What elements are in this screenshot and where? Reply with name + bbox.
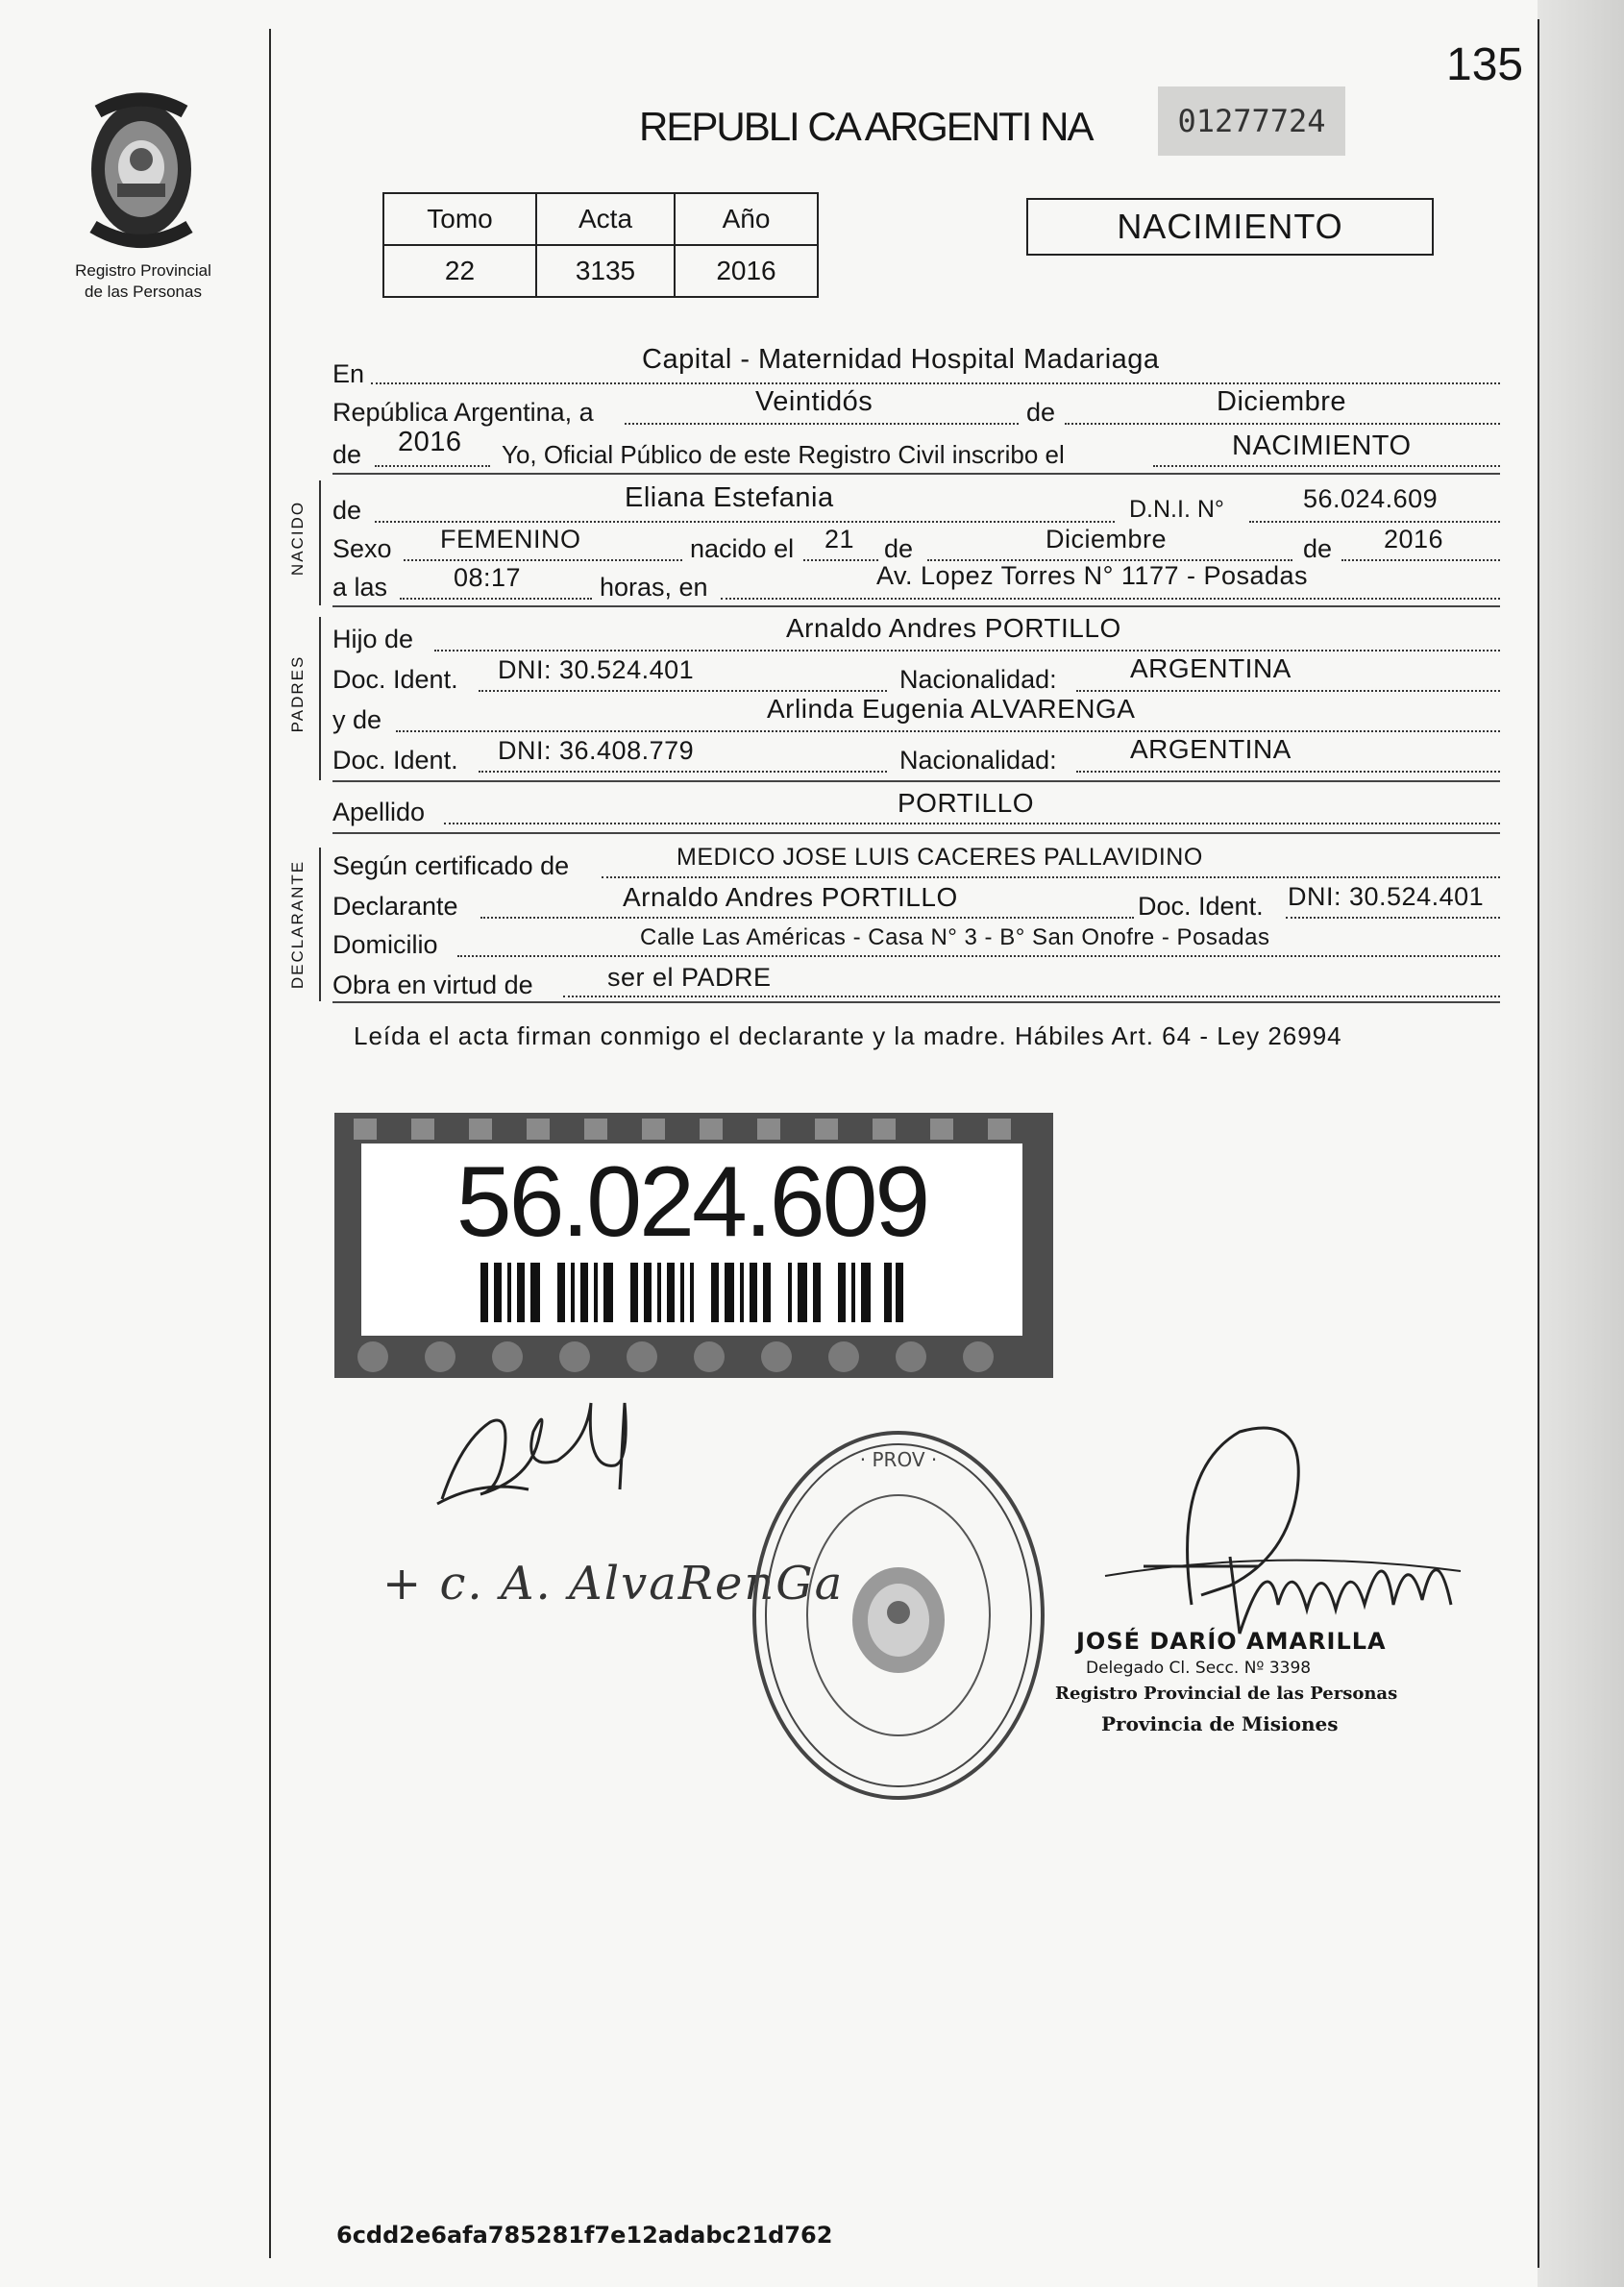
acta-table-header: Tomo xyxy=(383,193,536,245)
a-las-label: a las xyxy=(332,573,388,602)
section-bar xyxy=(319,848,321,1001)
de-label: de xyxy=(332,496,362,525)
doc-ident-label: Doc. Ident. xyxy=(332,746,458,775)
serial-number: 01277724 xyxy=(1158,86,1345,156)
section-bar xyxy=(319,480,321,605)
birth-time-value: 08:17 xyxy=(454,563,522,592)
dotted-line xyxy=(375,521,1115,523)
dni-barcode-sticker xyxy=(334,1113,1053,1378)
nacionalidad-label: Nacionalidad: xyxy=(899,746,1057,775)
section-bar xyxy=(319,617,321,780)
dotted-line xyxy=(563,996,1500,997)
dotted-line xyxy=(602,876,1500,878)
apellido-value: PORTILLO xyxy=(898,788,1034,818)
barcode-bars xyxy=(480,1263,903,1322)
father-name-value: Arnaldo Andres PORTILLO xyxy=(786,613,1121,643)
right-margin-line xyxy=(1538,19,1539,2268)
sexo-value: FEMENINO xyxy=(440,525,581,553)
month-text-value: Diciembre xyxy=(1217,386,1347,417)
mother-signature: + c. A. AlvaRenGa xyxy=(382,1557,845,1611)
de-label: de xyxy=(884,534,914,563)
year-value: 2016 xyxy=(398,427,462,457)
dotted-line xyxy=(400,598,592,600)
padres-section-tag: PADRES xyxy=(288,654,307,733)
en-label: En xyxy=(332,359,365,388)
dotted-line xyxy=(434,650,1500,652)
dotted-line xyxy=(1076,690,1500,692)
dni-label: D.N.I. N° xyxy=(1129,496,1224,523)
obra-label: Obra en virtud de xyxy=(332,971,533,999)
section-separator xyxy=(332,473,1500,475)
acta-table xyxy=(382,192,819,298)
doc-ident-label: Doc. Ident. xyxy=(1138,892,1264,921)
dotted-line xyxy=(396,730,1500,732)
dotted-line xyxy=(1153,465,1500,467)
official-signature xyxy=(1086,1413,1470,1662)
dotted-line xyxy=(479,690,887,692)
event-value: NACIMIENTO xyxy=(1232,430,1412,461)
nacido-section-tag: NACIDO xyxy=(288,500,307,577)
dotted-line xyxy=(1249,521,1500,523)
dotted-line xyxy=(457,955,1500,957)
dotted-line xyxy=(371,382,1500,384)
birth-month-value: Diciembre xyxy=(1046,525,1168,553)
child-name-value: Eliana Estefania xyxy=(625,482,834,513)
section-separator xyxy=(332,1001,1500,1003)
dotted-line xyxy=(444,823,1500,824)
dotted-line xyxy=(1286,917,1500,919)
nacido-el-label: nacido el xyxy=(690,534,795,563)
doc-ident-label: Doc. Ident. xyxy=(332,665,458,694)
mother-name-value: Arlinda Eugenia ALVARENGA xyxy=(767,694,1136,724)
acta-table-cell: 3135 xyxy=(536,245,675,297)
official-seal xyxy=(750,1428,1047,1803)
registry-name-line1: Registro Provincial xyxy=(75,261,211,280)
hijo-de-label: Hijo de xyxy=(332,625,414,653)
horas-label: horas, en xyxy=(600,573,708,602)
country-title: REPUBLI CA ARGENTI NA xyxy=(639,104,1093,149)
section-separator xyxy=(332,832,1500,834)
de-label: de xyxy=(332,440,362,469)
page-edge-shadow xyxy=(1538,0,1624,2287)
registrar-text: Yo, Oficial Público de este Registro Civil inscribo el xyxy=(502,440,1065,469)
closing-text: Leída el acta firman conmigo el declarante y la madre. Hábiles Art. 64 - Ley 26994 xyxy=(354,1021,1342,1050)
section-separator xyxy=(332,605,1500,607)
dotted-line xyxy=(1076,771,1500,773)
dotted-line xyxy=(721,598,1500,600)
acta-table-header: Año xyxy=(675,193,818,245)
dotted-line xyxy=(375,465,490,467)
declarante-label: Declarante xyxy=(332,892,458,921)
republic-label: República Argentina, a xyxy=(332,398,594,427)
dotted-line xyxy=(1065,423,1500,425)
declarante-doc-value: DNI: 30.524.401 xyxy=(1288,882,1485,911)
record-type-box: NACIMIENTO xyxy=(1026,198,1434,256)
barcode-number: 56.024.609 xyxy=(455,1146,928,1258)
father-doc-value: DNI: 30.524.401 xyxy=(498,655,695,684)
official-province: Provincia de Misiones xyxy=(1101,1712,1339,1735)
page-number: 135 xyxy=(1446,39,1524,90)
acta-table-cell: 2016 xyxy=(675,245,818,297)
registry-name-line2: de las Personas xyxy=(85,283,202,301)
dotted-line xyxy=(404,559,682,561)
province-coat-of-arms-logo xyxy=(69,92,213,256)
place-value: Capital - Maternidad Hospital Madariaga xyxy=(642,344,1160,375)
sexo-label: Sexo xyxy=(332,534,392,563)
acta-table-header: Acta xyxy=(536,193,675,245)
birth-place-value: Av. Lopez Torres N° 1177 - Posadas xyxy=(876,561,1309,590)
certificado-label: Según certificado de xyxy=(332,851,570,880)
dotted-line xyxy=(1341,559,1500,561)
official-title: Delegado Cl. Secc. Nº 3398 xyxy=(1086,1659,1312,1678)
day-text-value: Veintidós xyxy=(755,386,874,417)
document-hash: 6cdd2e6afa785281f7e12adabc21d762 xyxy=(336,2222,833,2249)
barcode-label xyxy=(361,1144,1022,1336)
y-de-label: y de xyxy=(332,705,382,734)
father-nationality-value: ARGENTINA xyxy=(1130,653,1292,683)
de-label: de xyxy=(1026,398,1056,427)
domicilio-label: Domicilio xyxy=(332,930,438,959)
dotted-line xyxy=(479,771,887,773)
child-dni-value: 56.024.609 xyxy=(1303,484,1439,513)
declarante-section-tag: DECLARANTE xyxy=(288,859,307,990)
acta-table-cell: 22 xyxy=(383,245,536,297)
de-label: de xyxy=(1303,534,1333,563)
acta-table-header-row xyxy=(383,193,818,245)
domicilio-value: Calle Las Américas - Casa N° 3 - B° San Onofre - Posadas xyxy=(640,924,1270,950)
official-registry: Registro Provincial de las Personas xyxy=(1055,1684,1398,1704)
dotted-line xyxy=(480,917,1134,919)
obra-value: ser el PADRE xyxy=(607,963,772,992)
certificado-value: MEDICO JOSE LUIS CACERES PALLAVIDINO xyxy=(677,844,1203,871)
declarante-name-value: Arnaldo Andres PORTILLO xyxy=(623,882,958,912)
svg-text:· PROV ·: · PROV · xyxy=(859,1448,938,1471)
mother-nationality-value: ARGENTINA xyxy=(1130,734,1292,764)
declarant-signature xyxy=(423,1384,653,1528)
mother-doc-value: DNI: 36.408.779 xyxy=(498,736,695,765)
section-separator xyxy=(332,780,1500,782)
official-name: JOSÉ DARÍO AMARILLA xyxy=(1076,1628,1387,1655)
acta-table-value-row xyxy=(383,245,818,297)
dotted-line xyxy=(625,423,1019,425)
apellido-label: Apellido xyxy=(332,798,426,826)
birth-year-value: 2016 xyxy=(1384,525,1444,553)
nacionalidad-label: Nacionalidad: xyxy=(899,665,1057,694)
dotted-line xyxy=(803,559,878,561)
left-margin-line xyxy=(269,29,271,2258)
birth-day-value: 21 xyxy=(824,525,855,553)
